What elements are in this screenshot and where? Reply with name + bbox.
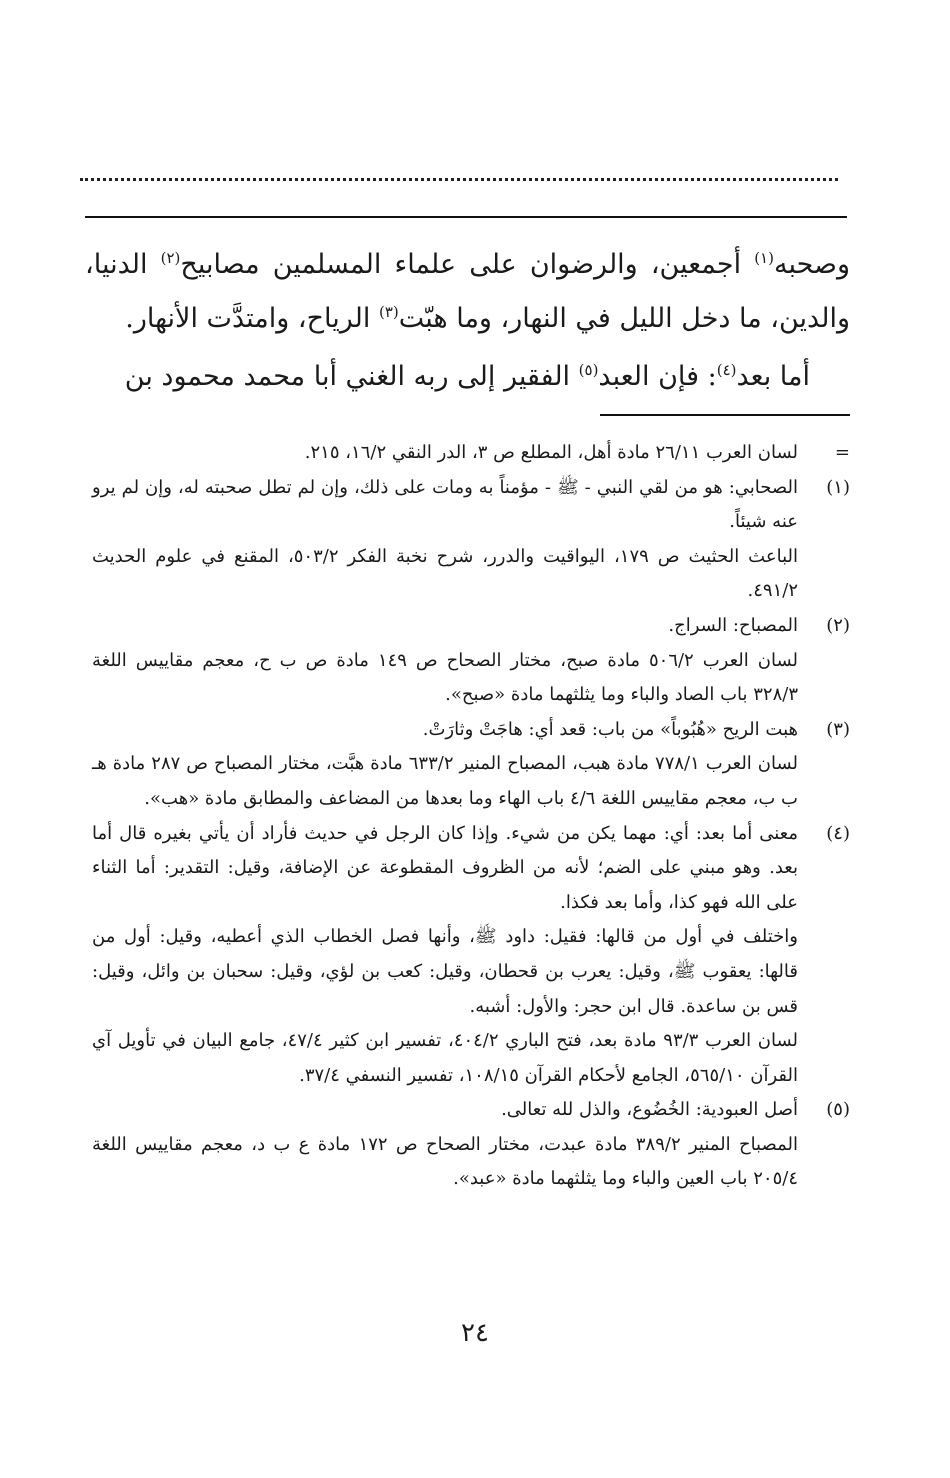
footnote	[92, 436, 850, 471]
footnote-paragraph: واختلف في أول من قالها: فقيل: داود ﷺ، وأنها فصل الخطاب الذي أعطيه، وقيل: أول من قالها: يعقوب ﷺ، وقيل: يعرب بن قحطان، وقيل: كعب بن لؤي، وقيل: سحبان بن وائل، وقيل: قس بن ساعدة. قال ابن حجر: والأول: أشبه.	[92, 926, 798, 1017]
footnote-number: =	[834, 442, 850, 463]
footnote	[92, 713, 850, 817]
main-paragraph-2	[85, 350, 850, 404]
footnote-number: (٣)	[826, 718, 850, 740]
text-run: وصحبه	[773, 249, 850, 280]
footnote-number: (٥)	[826, 1099, 850, 1121]
footnote-paragraph: الباعث الحثيث ص ١٧٩، اليواقيت والدرر، شرح نخبة الفكر ٥٠٣/٢، المقنع في علوم الحديث ٤٩١/٢.	[92, 545, 798, 602]
footnote	[92, 609, 850, 713]
footnote-ref-2: (٢)	[160, 249, 181, 267]
text-run: الفقير إلى ربه الغني أبا محمد محمود بن	[124, 361, 579, 392]
main-paragraph-1	[85, 238, 850, 346]
footnote-paragraph: أصل العبودية: الخُضُوع، والذل لله تعالى.	[501, 1099, 798, 1121]
footnote-paragraph: لسان العرب ٧٧٨/١ مادة هبب، المصباح المنير ٦٣٣/٢ مادة هبَّت، مختار المصباح ص ٢٨٧ مادة هـ ب ب، معجم مقاييس اللغة ٤/٦ باب الهاء وما بعدها من المضاعف والمطابق مادة «هب».	[92, 753, 799, 809]
footnote-body	[92, 471, 798, 609]
footnote-ref-1: (١)	[754, 249, 774, 267]
footnote	[92, 1093, 850, 1197]
footnote	[92, 471, 850, 609]
footnote-body	[92, 1093, 798, 1197]
footnote-paragraph: المصباح المنير ٣٨٩/٢ مادة عبدت، مختار الصحاح ص ١٧٢ مادة ع ب د، معجم مقاييس اللغة ٢٠٥/٤ باب العين والباء وما يثلثهما مادة «عبد».	[92, 1133, 798, 1190]
text-run: الدنيا، والدين، ما دخل الليل في النهار، وما هبّت	[85, 249, 850, 334]
footnote-paragraph: لسان العرب ٢٦/١١ مادة أهل، المطلع ص ٣، الدر النقي ١٦/٢، ٢١٥.	[304, 442, 798, 463]
footnote-paragraph: معنى أما بعد: أي: مهما يكن من شيء. وإذا كان الرجل في حديث فأراد أن يأتي بغيره قال أما بعد. وهو مبني على الضم؛ لأنه من الظروف المقطوعة عن الإضافة، وقيل: التقدير: أما الثناء على الله فهو كذا، وأما بعد فكذا.	[92, 822, 798, 913]
footnote-body	[92, 713, 798, 817]
text-run: أجمعين، والرضوان على علماء المسلمين مصابيح	[180, 249, 755, 280]
footnote-number: (٤)	[826, 822, 850, 844]
dotted-separator	[80, 178, 838, 181]
footnote-ref-5: (٥)	[578, 361, 599, 379]
footnote-ref-3: (٣)	[378, 303, 399, 321]
footnote-number: (١)	[826, 476, 850, 498]
text-run: أما بعد	[736, 361, 810, 392]
footnote-number: (٢)	[826, 614, 850, 636]
footnote-paragraph: الصحابي: هو من لقي النبي - ﷺ - مؤمناً به ومات على ذلك، وإن لم تطل صحبته له، وإن لم يرو عنه شيئاً.	[92, 476, 798, 533]
text-run: الرياح، وامتدَّت الأنهار.	[125, 303, 379, 334]
footnote-paragraph: لسان العرب ٥٠٦/٢ مادة صبح، مختار الصحاح ص ١٤٩ مادة ص ب ح، معجم مقاييس اللغة ٣٢٨/٣ باب الصاد والباء وما يثلثهما مادة «صبح».	[92, 649, 798, 706]
footnotes	[92, 436, 850, 1197]
footnote-paragraph: هبت الريح «هُبُوباً» من باب: قعد أي: هاجَتْ وثارَتْ.	[422, 718, 798, 740]
footnote-paragraph: المصباح: السراج.	[668, 614, 798, 636]
top-rule	[85, 216, 847, 218]
footnote-paragraph: لسان العرب ٩٣/٣ مادة بعد، فتح الباري ٤٠٤/٢، تفسير ابن كثير ٤٧/٤، جامع البيان في تأويل آي القرآن ٥٦٥/١٠، الجامع لأحكام القرآن ١٠٨/١٥، تفسير النسفي ٣٧/٤.	[92, 1030, 798, 1086]
footnote-rule	[600, 414, 850, 416]
main-text	[85, 238, 850, 404]
text-run: : فإن العبد	[598, 361, 717, 392]
page-number: ٢٤	[461, 1318, 489, 1348]
footnote-body	[92, 817, 798, 1094]
footnote	[92, 817, 850, 1094]
footnote-body	[92, 436, 798, 471]
footnote-ref-4: (٤)	[716, 361, 737, 379]
footnote-body	[92, 609, 798, 713]
